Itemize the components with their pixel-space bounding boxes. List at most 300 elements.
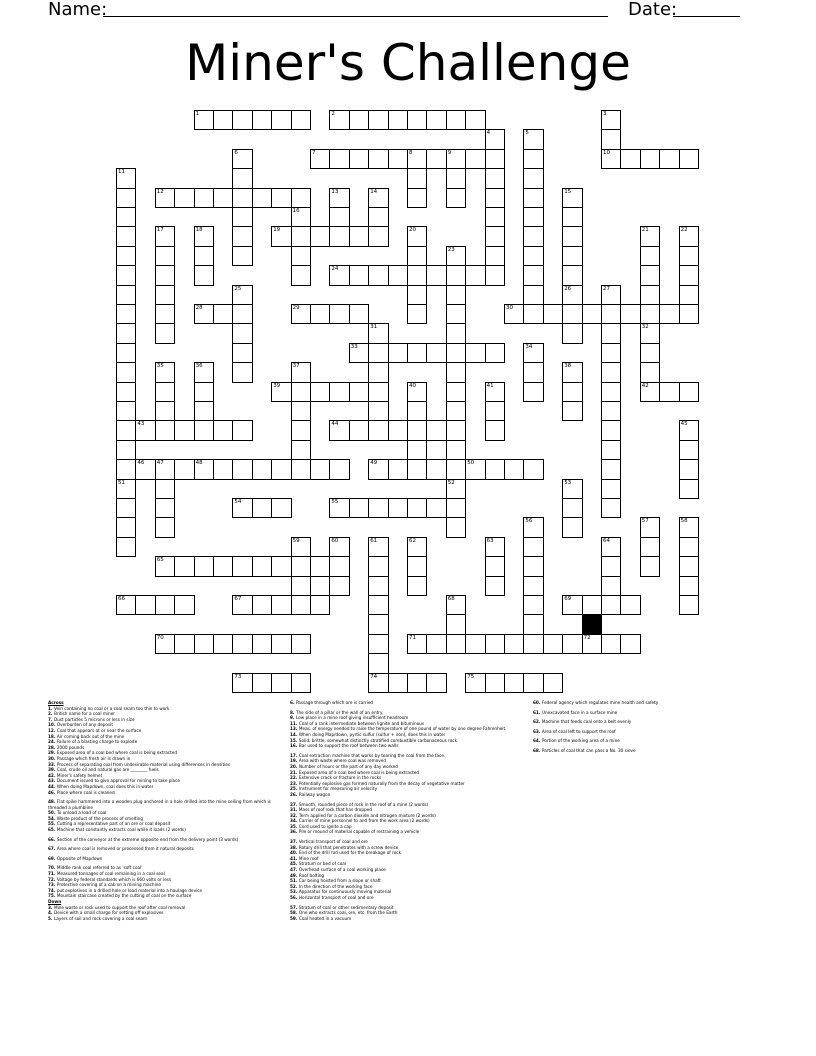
grid-cell[interactable] — [407, 226, 427, 246]
grid-cell[interactable] — [116, 323, 136, 343]
grid-cell[interactable] — [446, 323, 466, 343]
grid-cell[interactable] — [155, 517, 175, 537]
grid-cell[interactable] — [485, 265, 505, 285]
grid-cell[interactable] — [349, 226, 369, 246]
grid-cell[interactable] — [659, 382, 679, 402]
grid-cell[interactable] — [446, 362, 466, 382]
grid-cell[interactable] — [291, 576, 311, 596]
grid-cell[interactable] — [232, 323, 252, 343]
grid-cell[interactable] — [194, 420, 214, 440]
grid-cell[interactable] — [407, 343, 427, 363]
grid-cell[interactable] — [426, 149, 446, 169]
grid-cell[interactable] — [116, 207, 136, 227]
grid-cell[interactable] — [562, 207, 582, 227]
grid-cell[interactable] — [213, 188, 233, 208]
grid-cell[interactable] — [485, 382, 505, 402]
grid-cell[interactable] — [446, 459, 466, 479]
grid-cell[interactable] — [523, 226, 543, 246]
grid-cell[interactable] — [562, 265, 582, 285]
grid-cell[interactable] — [446, 614, 466, 634]
grid-cell[interactable] — [679, 265, 699, 285]
grid-cell[interactable] — [155, 246, 175, 266]
grid-cell[interactable] — [523, 362, 543, 382]
grid-cell[interactable] — [291, 459, 311, 479]
grid-cell[interactable] — [252, 595, 272, 615]
grid-cell[interactable] — [368, 207, 388, 227]
grid-cell[interactable] — [155, 226, 175, 246]
grid-cell[interactable] — [349, 382, 369, 402]
grid-cell[interactable] — [523, 246, 543, 266]
grid-cell[interactable] — [601, 498, 621, 518]
grid-cell[interactable] — [601, 110, 621, 130]
grid-cell[interactable] — [485, 168, 505, 188]
grid-cell[interactable] — [485, 188, 505, 208]
grid-cell[interactable] — [620, 304, 640, 324]
grid-cell[interactable] — [232, 343, 252, 363]
grid-cell[interactable] — [194, 556, 214, 576]
grid-cell[interactable] — [562, 362, 582, 382]
grid-cell[interactable] — [562, 285, 582, 305]
grid-cell[interactable] — [659, 149, 679, 169]
grid-cell[interactable] — [640, 304, 660, 324]
grid-cell[interactable] — [523, 129, 543, 149]
grid-cell[interactable] — [388, 110, 408, 130]
grid-cell[interactable] — [232, 498, 252, 518]
grid-cell[interactable] — [446, 440, 466, 460]
grid-cell[interactable] — [601, 440, 621, 460]
grid-cell[interactable] — [291, 595, 311, 615]
grid-cell[interactable] — [271, 556, 291, 576]
grid-cell[interactable] — [329, 188, 349, 208]
grid-cell[interactable] — [601, 149, 621, 169]
grid-cell[interactable] — [349, 420, 369, 440]
grid-cell[interactable] — [407, 304, 427, 324]
grid-cell[interactable] — [194, 304, 214, 324]
grid-cell[interactable] — [543, 634, 563, 654]
grid-cell[interactable] — [232, 459, 252, 479]
grid-cell[interactable] — [271, 595, 291, 615]
grid-cell[interactable] — [252, 556, 272, 576]
grid-cell[interactable] — [426, 634, 446, 654]
grid-cell[interactable] — [426, 498, 446, 518]
grid-cell[interactable] — [465, 110, 485, 130]
grid-cell[interactable] — [368, 110, 388, 130]
grid-cell[interactable] — [679, 576, 699, 596]
grid-cell[interactable] — [523, 188, 543, 208]
grid-cell[interactable] — [465, 149, 485, 169]
grid-cell[interactable] — [194, 246, 214, 266]
grid-cell[interactable] — [349, 110, 369, 130]
grid-cell[interactable] — [155, 595, 175, 615]
grid-cell[interactable] — [562, 634, 582, 654]
grid-cell[interactable] — [155, 188, 175, 208]
grid-cell[interactable] — [232, 362, 252, 382]
grid-cell[interactable] — [174, 420, 194, 440]
grid-cell[interactable] — [407, 110, 427, 130]
grid-cell[interactable] — [232, 168, 252, 188]
grid-cell[interactable] — [679, 459, 699, 479]
grid-cell[interactable] — [679, 382, 699, 402]
grid-cell[interactable] — [329, 576, 349, 596]
grid-cell[interactable] — [426, 459, 446, 479]
grid-cell[interactable] — [349, 304, 369, 324]
grid-cell[interactable] — [116, 285, 136, 305]
grid-cell[interactable] — [523, 634, 543, 654]
grid-cell[interactable] — [252, 634, 272, 654]
grid-cell[interactable] — [116, 188, 136, 208]
grid-cell[interactable] — [523, 168, 543, 188]
grid-cell[interactable] — [601, 343, 621, 363]
grid-cell[interactable] — [407, 440, 427, 460]
grid-cell[interactable] — [601, 362, 621, 382]
grid-cell[interactable] — [271, 226, 291, 246]
grid-cell[interactable] — [194, 188, 214, 208]
grid-cell[interactable] — [426, 265, 446, 285]
grid-cell[interactable] — [329, 556, 349, 576]
grid-cell[interactable] — [116, 498, 136, 518]
grid-cell[interactable] — [329, 498, 349, 518]
grid-cell[interactable] — [329, 420, 349, 440]
grid-cell[interactable] — [407, 556, 427, 576]
grid-cell[interactable] — [329, 207, 349, 227]
grid-cell[interactable] — [271, 188, 291, 208]
grid-cell[interactable] — [174, 634, 194, 654]
grid-cell[interactable] — [601, 285, 621, 305]
grid-cell[interactable] — [155, 556, 175, 576]
grid-cell[interactable] — [562, 479, 582, 499]
grid-cell[interactable] — [310, 226, 330, 246]
grid-cell[interactable] — [407, 537, 427, 557]
grid-cell[interactable] — [640, 382, 660, 402]
grid-cell[interactable] — [116, 362, 136, 382]
grid-cell[interactable] — [426, 420, 446, 440]
grid-cell[interactable] — [485, 207, 505, 227]
grid-cell[interactable] — [523, 459, 543, 479]
grid-cell[interactable] — [116, 401, 136, 421]
grid-cell[interactable] — [523, 343, 543, 363]
grid-cell[interactable] — [116, 168, 136, 188]
grid-cell[interactable] — [291, 382, 311, 402]
grid-cell[interactable] — [446, 110, 466, 130]
grid-cell[interactable] — [523, 149, 543, 169]
grid-cell[interactable] — [368, 459, 388, 479]
grid-cell[interactable] — [135, 459, 155, 479]
grid-cell[interactable] — [271, 459, 291, 479]
grid-cell[interactable] — [679, 517, 699, 537]
grid-cell[interactable] — [562, 517, 582, 537]
grid-cell[interactable] — [601, 537, 621, 557]
grid-cell[interactable] — [232, 285, 252, 305]
grid-cell[interactable] — [388, 498, 408, 518]
grid-cell[interactable] — [407, 673, 427, 693]
grid-cell[interactable] — [368, 420, 388, 440]
grid-cell[interactable] — [679, 420, 699, 440]
grid-cell[interactable] — [232, 207, 252, 227]
grid-cell[interactable] — [562, 595, 582, 615]
grid-cell[interactable] — [349, 498, 369, 518]
grid-cell[interactable] — [155, 265, 175, 285]
grid-cell[interactable] — [232, 673, 252, 693]
grid-cell[interactable] — [465, 265, 485, 285]
grid-cell[interactable] — [582, 595, 602, 615]
grid-cell[interactable] — [601, 382, 621, 402]
grid-cell[interactable] — [640, 323, 660, 343]
grid-cell[interactable] — [446, 304, 466, 324]
grid-cell[interactable] — [679, 226, 699, 246]
grid-cell[interactable] — [523, 556, 543, 576]
grid-cell[interactable] — [291, 110, 311, 130]
grid-cell[interactable] — [465, 459, 485, 479]
grid-cell[interactable] — [194, 459, 214, 479]
grid-cell[interactable] — [155, 323, 175, 343]
grid-cell[interactable] — [291, 304, 311, 324]
grid-cell[interactable] — [523, 614, 543, 634]
grid-cell[interactable] — [562, 226, 582, 246]
grid-cell[interactable] — [213, 634, 233, 654]
grid-cell[interactable] — [368, 673, 388, 693]
grid-cell[interactable] — [349, 343, 369, 363]
grid-cell[interactable] — [291, 207, 311, 227]
grid-cell[interactable] — [601, 556, 621, 576]
grid-cell[interactable] — [485, 129, 505, 149]
grid-cell[interactable] — [329, 537, 349, 557]
grid-cell[interactable] — [446, 479, 466, 499]
grid-cell[interactable] — [291, 265, 311, 285]
grid-cell[interactable] — [310, 304, 330, 324]
grid-cell[interactable] — [213, 110, 233, 130]
grid-cell[interactable] — [271, 382, 291, 402]
grid-cell[interactable] — [194, 110, 214, 130]
grid-cell[interactable] — [368, 595, 388, 615]
grid-cell[interactable] — [232, 110, 252, 130]
grid-cell[interactable] — [271, 634, 291, 654]
grid-cell[interactable] — [388, 420, 408, 440]
grid-cell[interactable] — [407, 498, 427, 518]
grid-cell[interactable] — [232, 595, 252, 615]
grid-cell[interactable] — [388, 265, 408, 285]
grid-cell[interactable] — [116, 382, 136, 402]
grid-cell[interactable] — [640, 246, 660, 266]
grid-cell[interactable] — [523, 304, 543, 324]
grid-cell[interactable] — [485, 459, 505, 479]
grid-cell[interactable] — [232, 634, 252, 654]
grid-cell[interactable] — [213, 420, 233, 440]
grid-cell[interactable] — [116, 265, 136, 285]
grid-cell[interactable] — [446, 420, 466, 440]
grid-cell[interactable] — [446, 634, 466, 654]
grid-cell[interactable] — [310, 459, 330, 479]
grid-cell[interactable] — [523, 382, 543, 402]
grid-cell[interactable] — [465, 634, 485, 654]
grid-cell[interactable] — [523, 595, 543, 615]
grid-cell[interactable] — [465, 343, 485, 363]
grid-cell[interactable] — [368, 343, 388, 363]
grid-cell[interactable] — [523, 537, 543, 557]
grid-cell[interactable] — [368, 226, 388, 246]
grid-cell[interactable] — [523, 285, 543, 305]
grid-cell[interactable] — [407, 246, 427, 266]
grid-cell[interactable] — [407, 576, 427, 596]
grid-cell[interactable] — [446, 343, 466, 363]
grid-cell[interactable] — [388, 673, 408, 693]
grid-cell[interactable] — [679, 285, 699, 305]
grid-cell[interactable] — [135, 595, 155, 615]
grid-cell[interactable] — [310, 382, 330, 402]
grid-cell[interactable] — [368, 614, 388, 634]
grid-cell[interactable] — [368, 323, 388, 343]
grid-cell[interactable] — [368, 401, 388, 421]
grid-cell[interactable] — [504, 634, 524, 654]
grid-cell[interactable] — [291, 362, 311, 382]
grid-cell[interactable] — [562, 188, 582, 208]
grid-cell[interactable] — [679, 537, 699, 557]
grid-cell[interactable] — [601, 401, 621, 421]
grid-cell[interactable] — [116, 537, 136, 557]
grid-cell[interactable] — [446, 168, 466, 188]
grid-cell[interactable] — [213, 556, 233, 576]
grid-cell[interactable] — [368, 265, 388, 285]
grid-cell[interactable] — [291, 226, 311, 246]
grid-cell[interactable] — [504, 459, 524, 479]
grid-cell[interactable] — [446, 382, 466, 402]
grid-cell[interactable] — [543, 673, 563, 693]
grid-cell[interactable] — [485, 149, 505, 169]
grid-cell[interactable] — [232, 246, 252, 266]
grid-cell[interactable] — [640, 149, 660, 169]
grid-cell[interactable] — [310, 556, 330, 576]
grid-cell[interactable] — [446, 401, 466, 421]
grid-cell[interactable] — [329, 459, 349, 479]
grid-cell[interactable] — [116, 595, 136, 615]
grid-cell[interactable] — [543, 304, 563, 324]
grid-cell[interactable] — [155, 459, 175, 479]
grid-cell[interactable] — [640, 285, 660, 305]
grid-cell[interactable] — [368, 188, 388, 208]
grid-cell[interactable] — [523, 265, 543, 285]
grid-cell[interactable] — [582, 634, 602, 654]
grid-cell[interactable] — [679, 440, 699, 460]
grid-cell[interactable] — [291, 537, 311, 557]
grid-cell[interactable] — [640, 556, 660, 576]
grid-cell[interactable] — [601, 595, 621, 615]
grid-cell[interactable] — [252, 673, 272, 693]
grid-cell[interactable] — [194, 265, 214, 285]
grid-cell[interactable] — [252, 459, 272, 479]
grid-cell[interactable] — [116, 459, 136, 479]
grid-cell[interactable] — [310, 595, 330, 615]
grid-cell[interactable] — [426, 673, 446, 693]
grid-cell[interactable] — [349, 149, 369, 169]
grid-cell[interactable] — [349, 265, 369, 285]
grid-cell[interactable] — [174, 459, 194, 479]
grid-cell[interactable] — [407, 634, 427, 654]
grid-cell[interactable] — [426, 110, 446, 130]
grid-cell[interactable] — [504, 673, 524, 693]
grid-cell[interactable] — [485, 343, 505, 363]
grid-cell[interactable] — [485, 576, 505, 596]
grid-cell[interactable] — [155, 304, 175, 324]
grid-cell[interactable] — [271, 673, 291, 693]
grid-cell[interactable] — [291, 420, 311, 440]
grid-cell[interactable] — [407, 382, 427, 402]
grid-cell[interactable] — [388, 459, 408, 479]
grid-cell[interactable] — [659, 304, 679, 324]
grid-cell[interactable] — [329, 304, 349, 324]
grid-cell[interactable] — [640, 537, 660, 557]
grid-cell[interactable] — [310, 149, 330, 169]
grid-cell[interactable] — [446, 517, 466, 537]
grid-cell[interactable] — [601, 634, 621, 654]
grid-cell[interactable] — [174, 556, 194, 576]
grid-cell[interactable] — [679, 246, 699, 266]
grid-cell[interactable] — [368, 576, 388, 596]
grid-cell[interactable] — [523, 517, 543, 537]
grid-cell[interactable] — [155, 362, 175, 382]
grid-cell[interactable] — [194, 401, 214, 421]
grid-cell[interactable] — [562, 304, 582, 324]
grid-cell[interactable] — [116, 246, 136, 266]
grid-cell[interactable] — [232, 556, 252, 576]
grid-cell[interactable] — [232, 149, 252, 169]
grid-cell[interactable] — [679, 556, 699, 576]
grid-cell[interactable] — [155, 479, 175, 499]
grid-cell[interactable] — [213, 304, 233, 324]
grid-cell[interactable] — [523, 576, 543, 596]
grid-cell[interactable] — [601, 129, 621, 149]
grid-cell[interactable] — [640, 517, 660, 537]
grid-cell[interactable] — [155, 498, 175, 518]
grid-cell[interactable] — [485, 246, 505, 266]
grid-cell[interactable] — [601, 420, 621, 440]
grid-cell[interactable] — [446, 498, 466, 518]
grid-cell[interactable] — [446, 246, 466, 266]
grid-cell[interactable] — [388, 343, 408, 363]
grid-cell[interactable] — [407, 459, 427, 479]
grid-cell[interactable] — [446, 595, 466, 615]
grid-cell[interactable] — [640, 265, 660, 285]
grid-cell[interactable] — [562, 323, 582, 343]
grid-cell[interactable] — [446, 188, 466, 208]
grid-cell[interactable] — [116, 479, 136, 499]
grid-cell[interactable] — [601, 323, 621, 343]
grid-cell[interactable] — [291, 556, 311, 576]
grid-cell[interactable] — [329, 226, 349, 246]
grid-cell[interactable] — [291, 440, 311, 460]
grid-cell[interactable] — [679, 479, 699, 499]
grid-cell[interactable] — [388, 149, 408, 169]
grid-cell[interactable] — [679, 595, 699, 615]
grid-cell[interactable] — [291, 246, 311, 266]
grid-cell[interactable] — [562, 498, 582, 518]
grid-cell[interactable] — [485, 226, 505, 246]
grid-cell[interactable] — [155, 634, 175, 654]
grid-cell[interactable] — [485, 634, 505, 654]
grid-cell[interactable] — [485, 673, 505, 693]
grid-cell[interactable] — [368, 556, 388, 576]
grid-cell[interactable] — [620, 634, 640, 654]
grid-cell[interactable] — [640, 343, 660, 363]
grid-cell[interactable] — [329, 265, 349, 285]
grid-cell[interactable] — [679, 304, 699, 324]
grid-cell[interactable] — [291, 188, 311, 208]
grid-cell[interactable] — [291, 634, 311, 654]
grid-cell[interactable] — [116, 226, 136, 246]
grid-cell[interactable] — [174, 595, 194, 615]
grid-cell[interactable] — [523, 207, 543, 227]
grid-cell[interactable] — [523, 673, 543, 693]
grid-cell[interactable] — [407, 265, 427, 285]
grid-cell[interactable] — [155, 420, 175, 440]
